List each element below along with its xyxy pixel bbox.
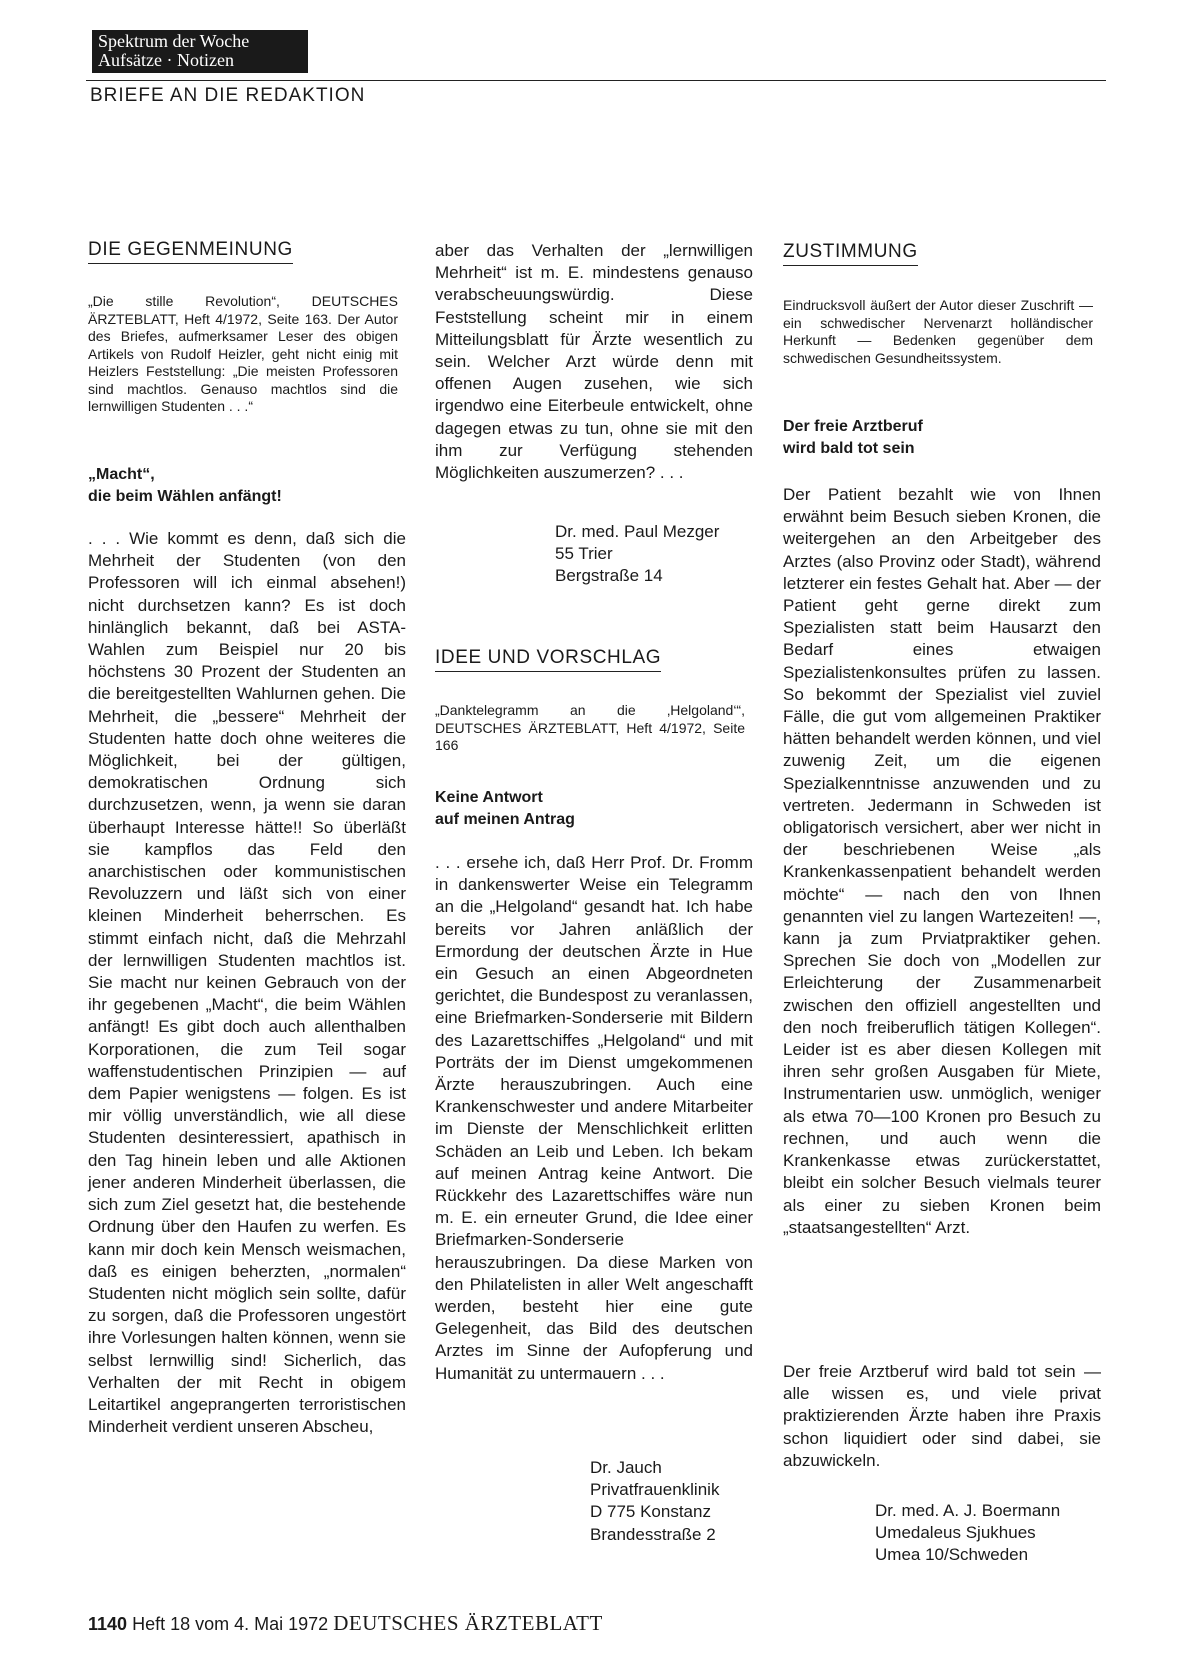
letter-2-signature xyxy=(590,1457,719,1546)
page-footer xyxy=(88,1611,603,1636)
rubric-line-2: Aufsätze · Notizen xyxy=(98,50,234,70)
signature-line: Dr. med. A. J. Boermann xyxy=(875,1501,1061,1520)
letter-2-subhead-line-2: auf meinen Antrag xyxy=(435,811,575,828)
issue-info: Heft 18 vom 4. Mai 1972 xyxy=(132,1614,329,1634)
signature-line: Umea 10/Schweden xyxy=(875,1545,1029,1565)
signature-line: Dr. med. Paul Mezger xyxy=(555,522,720,541)
letter-2-subhead xyxy=(435,787,575,831)
signature-line: Bergstraße 14 xyxy=(555,566,663,586)
letter-3-body-paragraph-2: Der freie Arztberuf wird bald tot sein — alle wissen es, und viele privat praktizierenden Ärzte haben ihre Praxis schon liquidiert oder sind dabei, sie abzuwickeln. xyxy=(783,1362,1101,1470)
letter-2-body: . . . ersehe ich, daß Herr Prof. Dr. Fromm in dankenswerter Weise ein Telegramm an die „Helgoland“ gesandt hat. Ich habe bereits vor Jahren anläßlich der Ermordung der deutschen Ärzte in Hue ein Gesuch an einen Abgeordneten gerichtet, die Bundespost zu veranlassen, eine Briefmarken-Sonderserie mit Bildern des Lazarettschiffes „Helgoland“ und mit Porträts der im Dienst umgekommenen Ärzte herauszubringen. Auch eine Krankenschwester und andere Mitarbeiter im Dienste der Menschlichkeit erlitten Schäden an Leib und Leben. Ich bekam auf meinen Antrag keine Antwort. Die Rückkehr des Lazarettschiffes wäre nun m. E. ein erneuter Grund, die Idee einer Briefmarken-Sonderserie herauszubringen. Da diese Marken von den Philatelisten in aller Welt angeschafft werden, besteht hier eine gute Gelegenheit, das Bild des deutschen Arztes im Sinne der Aufopferung und Humanität zu untermauern . . . xyxy=(435,853,753,1383)
section-title: BRIEFE AN DIE REDAKTION xyxy=(90,85,366,106)
letter-1-subhead-line-1: „Macht“, xyxy=(88,466,155,483)
letter-2-heading: IDEE UND VORSCHLAG xyxy=(435,646,661,672)
letter-1-subhead xyxy=(88,464,282,508)
letter-3-heading: ZUSTIMMUNG xyxy=(783,240,918,266)
letter-3-body-paragraph-1: Der Patient bezahlt wie von Ihnen erwähnt beim Besuch sieben Kronen, die weitergehen an den Arbeitgeber des Arztes (also Provinz oder Stadt), während letzterer ein festes Gehalt hat. Aber — der Patient geht gerne direkt zum Spezialisten statt beim Hausarzt den Bedarf eines etwaigen Spezialistenkonsultes prüfen zu lassen. So bekommt der Spezialist viel zuviel Fälle, die gut vom allgemeinen Praktiker hätten behandelt werden können, und viel zuwenig Zeit, um die eigenen Spezialkenntnisse anzuwenden und zu vertreten. Jedermann in Schweden ist obligatorisch versichert, aber wer nicht in der beschriebenen Weise „als Krankenkassenpatient behandelt werden möchte“ — nach den von Ihnen genannten viel zu langen Wartezeiten! —, kann ja zum Prviatpraktiker gehen. Sprechen Sie doch von „Modellen zur Erleichterung der Zusammenarbeit zwischen den offiziell angestellten und den noch freiberuflich tätigen Kollegen“. Leider ist es aber diesen Kollegen mit ihren sehr großen Ausgaben für Miete, Instrumentarien usw. unmöglich, weniger als etwa 70—100 Kronen pro Besuch zu rechnen, und auch wenn die Krankenkasse etwas zurückerstattet, bleibt ein solcher Besuch vielmals teurer als einer zu sieben Kronen beim „staatsangestellten“ Arzt. xyxy=(783,485,1101,1237)
letter-3-intro: Eindrucksvoll äußert der Autor dieser Zuschrift — ein schwedischer Nervenarzt holländischer Herkunft — Bedenken gegenüber dem schwedischen Gesundheitssystem. xyxy=(783,297,1093,366)
letter-1-heading: DIE GEGENMEINUNG xyxy=(88,238,293,264)
signature-line: D 775 Konstanz xyxy=(590,1502,711,1522)
signature-line: Brandesstraße 2 xyxy=(590,1524,716,1544)
letter-1-subhead-line-2: die beim Wählen anfängt! xyxy=(88,488,282,505)
letter-3-subhead-line-2: wird bald tot sein xyxy=(783,440,915,457)
letter-3-subhead xyxy=(783,416,923,460)
rubric-line-1: Spektrum der Woche xyxy=(98,31,250,51)
letter-1-body-part-2: aber das Verhalten der „lernwilligen Mehrheit“ ist m. E. mindestens genauso verabscheuungswürdig. Diese Feststellung scheint mir in einem Mitteilungsblatt für Ärzte wesentlich zu sein. Welcher Arzt würde denn mit offenen Augen zusehen, wie sich irgendwo eine Eiterbeule entwickelt, ohne dagegen etwas zu tun, ohne sie mit den ihm zur Verfügung stehenden Möglichkeiten auszumerzen? . . . xyxy=(435,241,753,483)
letter-3-signature xyxy=(875,1500,1060,1567)
signature-line: Umedaleus Sjukhues xyxy=(875,1523,1036,1543)
letter-1-intro: „Die stille Revolution“, DEUTSCHES ÄRZTEBLATT, Heft 4/1972, Seite 163. Der Autor des Briefes, aufmerksamer Leser des obigen Artikels von Rudolf Heizler, geht nicht einig mit Heizlers Feststellung: „Die meisten Professoren sind machtlos. Genauso machtlos sind die lernwilligen Studenten . . .“ xyxy=(88,293,398,414)
letter-3-subhead-line-1: Der freie Arztberuf xyxy=(783,418,923,435)
signature-line: Dr. Jauch xyxy=(590,1458,662,1477)
rubric-label xyxy=(92,30,308,73)
letter-2-intro: „Danktelegramm an die ‚Helgoland‘“, DEUTSCHES ÄRZTEBLATT, Heft 4/1972, Seite 166 xyxy=(435,702,745,753)
letter-2-subhead-line-1: Keine Antwort xyxy=(435,789,543,806)
signature-line: 55 Trier xyxy=(555,544,613,564)
header-rule xyxy=(86,80,1106,81)
magazine-title: DEUTSCHES ÄRZTEBLATT xyxy=(333,1611,603,1635)
letter-1-body-part-1: . . . Wie kommt es denn, daß sich die Mehrheit der Studenten (von den Professoren will ich einmal absehen!) nicht durchsetzen kann? Es ist doch hinlänglich bekannt, daß bei ASTA-Wahlen zum Beispiel nur 20 bis höchstens 30 Prozent der Studenten an die bereitgestellten Wahlurnen gehen. Die Mehrheit, die „bessere“ Mehrheit der Studenten hatte doch ohne weiteres die Möglichkeit, bei der gültigen, demokratischen Ordnung sich durchzusetzen, wenn, ja wenn sie daran überhaupt Interesse hätte!! So überläßt sie kampflos das Feld den anarchistischen oder kommunistischen Revoluzzern und läßt sich von einer kleinen Minderheit beherrschen. Es stimmt einfach nicht, daß die Mehrzahl der lernwilligen Studenten machtlos ist. Sie macht nur keinen Gebrauch von der ihr gegebenen „Macht“, die beim Wählen anfängt! Es gibt doch auch allenthalben Korporationen, die zum Teil sogar waffenstudentischen Prinzipien — auf dem Papier wenigstens — folgen. Es ist mir völlig unverständlich, wie all diese Studenten desinteressiert, apathisch in den Tag hinein leben und alle Aktionen jener anderen Minderheit überlassen, die sich zum Ziel gesetzt hat, die bestehende Ordnung über den Haufen zu werfen. Es kann mir doch kein Mensch weismachen, daß es einigen beherzten, „normalen“ Studenten nicht möglich sein sollte, dafür zu sorgen, daß die Professoren ungestört ihre Vorlesungen halten können, wenn sie selbst lernwillig sind! Sicherlich, das Verhalten der mit Recht in obigem Leitartikel angeprangerten terroristischen Minderheit verdient unseren Abscheu, xyxy=(88,529,406,1437)
signature-line: Privatfrauenklinik xyxy=(590,1480,720,1500)
letter-1-signature xyxy=(555,521,719,588)
page-number: 1140 xyxy=(88,1614,128,1634)
